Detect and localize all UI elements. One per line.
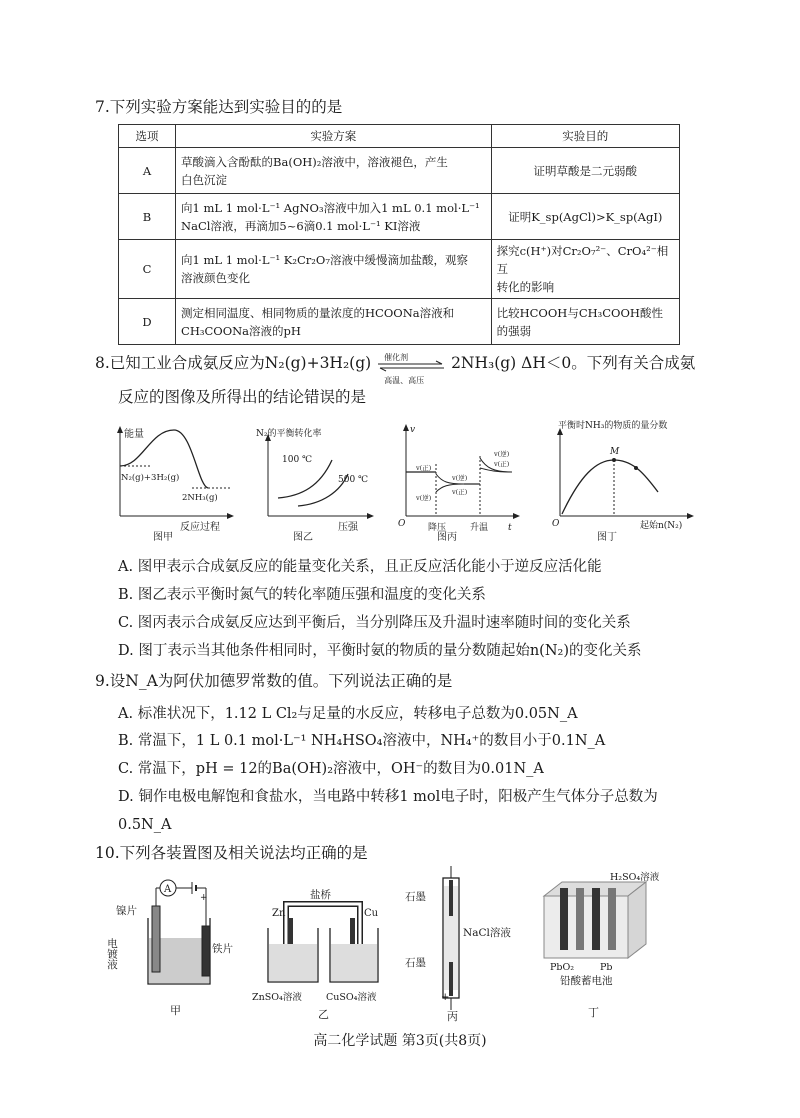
fig-bing-event1: 降压: [428, 523, 447, 533]
apparatus-bing-caption: 丙: [447, 1010, 458, 1023]
q7-stem: 7.下列实验方案能达到实验目的的是: [95, 98, 343, 116]
apparatus-yi: [250, 888, 400, 1022]
fig-yi-curve-high: 100 ℃: [282, 455, 313, 465]
label-nacl: NaCl溶液: [463, 927, 511, 939]
page-footer: 高二化学试题 第3页(共8页): [313, 1033, 487, 1049]
row-option: B: [119, 194, 176, 240]
ammeter-icon: A: [164, 884, 172, 895]
row-goal: 证明K_sp(AgCl)>K_sp(AgI): [491, 194, 679, 240]
q8-option-d: D. 图丁表示当其他条件相同时，平衡时氨的物质的量分数随起始n(N₂)的变化关系: [118, 643, 642, 659]
apparatus-jia-caption: 甲: [170, 1004, 181, 1017]
apparatus-ding-caption: 丁: [588, 1006, 599, 1019]
apparatus-jia: [106, 872, 233, 1022]
fig-bing-vrev-3: v(逆): [494, 450, 510, 458]
q10-stem: 10.下列各装置图及相关说法均正确的是: [95, 844, 368, 862]
experiment-table: [118, 124, 680, 345]
table-row: [119, 194, 680, 240]
row-option: D: [119, 299, 176, 345]
q8-option-a: A. 图甲表示合成氨反应的能量变化关系，且正反应活化能小于逆反应活化能: [118, 559, 602, 575]
row-plan: 向1 mL 1 mol·L⁻¹ AgNO₃溶液中加入1 mL 0.1 mol·L⁻¹ NaCl溶液，再滴加5~6滴0.1 mol·L⁻¹ KI溶液: [176, 194, 492, 240]
fig-yi-caption: 图乙: [293, 532, 313, 543]
fig-jia-product: 2NH₃(g): [182, 493, 218, 503]
row-goal: 比较HCOOH与CH₃COOH酸性 的强弱: [491, 299, 679, 345]
q9-option-d-cont: 0.5N_A: [118, 817, 172, 833]
fig-bing-rate: [394, 420, 524, 536]
q8-option-b: B. 图乙表示平衡时氮气的转化率随压强和温度的变化关系: [118, 587, 486, 603]
fig-bing-vfwd-1: v(正): [416, 464, 432, 472]
header-option: 选项: [119, 125, 176, 148]
fig-ding-caption: 图丁: [597, 532, 617, 543]
fig-jia-xlabel: 反应过程: [180, 522, 220, 533]
fig-bing-vfwd-2: v(正): [452, 488, 468, 496]
label-cuso4: CuSO₄溶液: [326, 992, 377, 1003]
fig-bing-caption: 图丙: [437, 532, 457, 543]
svg-text:+: +: [200, 893, 208, 903]
q9-option-b: B. 常温下，1 L 0.1 mol·L⁻¹ NH₄HSO₄溶液中，NH₄⁺的数目小于0.1N_A: [118, 733, 606, 749]
fig-ding-xlabel: 起始n(N₂): [640, 521, 683, 531]
fig-yi-xlabel: 压强: [338, 522, 358, 533]
fig-yi-ylabel: N₂的平衡转化率: [256, 429, 322, 439]
fig-bing-vfwd-3: v(正): [494, 460, 510, 468]
fig-ding-fraction: [540, 416, 710, 536]
label-plus: +: [441, 992, 450, 1003]
equilibrium-arrow: 催化剂 高温、高压: [376, 353, 446, 375]
q8-stem-line1: 8.已知工业合成氨反应为N₂(g)+3H₂(g) 催化剂 高温、高压 2NH₃(g) ΔH＜0。下列有关合成氨: [95, 353, 696, 385]
label-right-plate: 铁片: [212, 943, 233, 955]
header-plan: 实验方案: [176, 125, 492, 148]
table-row: [119, 148, 680, 194]
label-graphite-top: 石墨: [405, 891, 426, 903]
q8-option-c: C. 图丙表示合成氨反应达到平衡后，当分别降压及升温时速率随时间的变化关系: [118, 615, 631, 631]
fig-bing-vrev-2: v(逆): [452, 474, 468, 482]
q9-option-d: D. 铜作电极电解饱和食盐水，当电路中转移1 mol电子时，阳极产生气体分子总数为: [118, 789, 658, 805]
table-row: [119, 240, 680, 299]
apparatus-bing: [405, 862, 525, 1022]
row-plan: 草酸滴入含酚酞的Ba(OH)₂溶液中，溶液褪色，产生 白色沉淀: [176, 148, 492, 194]
fig-bing-vrev-1: v(逆): [416, 494, 432, 502]
label-znso4: ZnSO₄溶液: [252, 992, 302, 1003]
fig-jia-ylabel: 能量: [124, 429, 144, 440]
row-option: C: [119, 240, 176, 299]
fig-yi-curve-low: 500 ℃: [338, 475, 369, 485]
fig-bing-ylabel: v: [410, 425, 416, 435]
fig-ding-peak: M: [610, 447, 620, 457]
label-graphite-bottom: 石墨: [405, 957, 426, 969]
label-h2so4: H₂SO₄溶液: [610, 872, 660, 883]
label-solution: 电镀液: [106, 938, 118, 970]
row-goal: 证明草酸是二元弱酸: [491, 148, 679, 194]
fig-jia-energy: [112, 424, 242, 536]
fig-bing-event2: 升温: [470, 523, 489, 533]
row-plan: 测定相同温度、相同物质的量浓度的HCOONa溶液和 CH₃COONa溶液的pH: [176, 299, 492, 345]
q9-option-a: A. 标准状况下，1.12 L Cl₂与足量的水反应，转移电子总数为0.05N_A: [118, 706, 578, 722]
fig-ding-ylabel: 平衡时NH₃的物质的量分数: [558, 421, 668, 431]
fig-bing-origin: O: [398, 519, 406, 529]
table-header-row: [119, 125, 680, 148]
label-pbo2: PbO₂: [550, 962, 575, 973]
fig-ding-origin: O: [552, 519, 560, 529]
q8-stem-line2: 反应的图像及所得出的结论错误的是: [118, 388, 367, 406]
fig-jia-caption: 图甲: [153, 532, 173, 543]
label-left-plate: 镍片: [116, 905, 137, 917]
header-goal: 实验目的: [491, 125, 679, 148]
q9-option-c: C. 常温下，pH = 12的Ba(OH)₂溶液中，OH⁻的数目为0.01N_A: [118, 761, 544, 777]
apparatus-ding: [534, 870, 674, 1022]
fig-yi-conversion: [252, 424, 382, 536]
row-goal: 探究c(H⁺)对Cr₂O₇²⁻、CrO₄²⁻相互 转化的影响: [491, 240, 679, 299]
label-zn: Zn: [272, 908, 286, 919]
row-option: A: [119, 148, 176, 194]
label-bridge: 盐桥: [310, 889, 331, 901]
label-cu: Cu: [364, 908, 379, 919]
label-battery-name: 铅酸蓄电池: [560, 975, 613, 987]
q9-stem: 9.设N_A为阿伏加德罗常数的值。下列说法正确的是: [95, 672, 453, 690]
fig-bing-taxis: t: [508, 523, 512, 533]
fig-jia-reactant: N₂(g)+3H₂(g): [121, 473, 180, 483]
table-row: [119, 299, 680, 345]
apparatus-yi-caption: 乙: [318, 1008, 329, 1021]
label-pb: Pb: [600, 962, 613, 973]
row-plan: 向1 mL 1 mol·L⁻¹ K₂Cr₂O₇溶液中缓慢滴加盐酸，观察 溶液颜色变化: [176, 240, 492, 299]
